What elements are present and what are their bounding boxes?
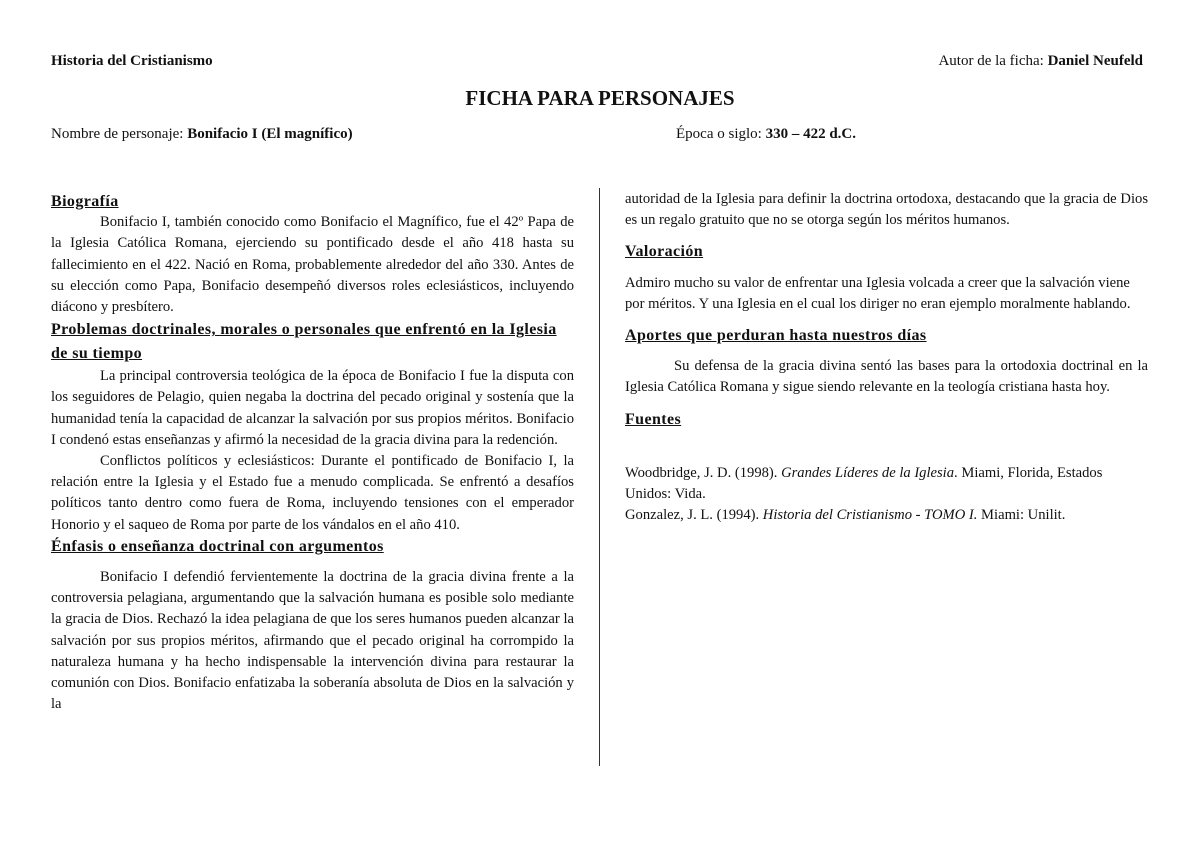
- biografia-text: Bonifacio I, también conocido como Bonifacio el Magnífico, fue el 42º Papa de la Iglesia Católica Romana, ejerciendo su pontificado desde el año 418 hasta su fallecimiento en el 422. Nació en Roma, probablemente alrededor del año 330. Antes de su elección como Papa, Bonifacio desempeñó diversos roles eclesiásticos, incluyendo diácono y presbítero.: [51, 214, 574, 316]
- problemas-paragraph-1: La principal controversia teológica de la época de Bonifacio I fue la disputa con los seguidores de Pelagio, quien negaba la doctrina del pecado original y sostenía que la humanidad tenía la capacidad de alcanzar la salvación por sus propios méritos. Bonifacio I condenó estas enseñanzas y afirmó la necesidad de la gracia divina para la redención.: [51, 368, 574, 448]
- right-column: [625, 189, 1148, 526]
- reference-item: [625, 505, 1148, 526]
- reference-author: Gonzalez, J. L. (1994).: [625, 507, 763, 524]
- author-line: [938, 53, 1143, 70]
- biografia-heading: Biografía: [51, 193, 119, 210]
- author-label: Autor de la ficha:: [938, 53, 1048, 69]
- author-name: Daniel Neufeld: [1047, 53, 1143, 69]
- reference-author: Woodbridge, J. D. (1998).: [625, 464, 782, 481]
- course-title: Historia del Cristianismo: [51, 53, 213, 69]
- problemas-paragraph-2: Conflictos políticos y eclesiásticos: Durante el pontificado de Bonifacio I, la relación entre la Iglesia y el Estado fue a menudo complicada. Se enfrentó a desafíos políticos tanto dentro como fuera de Roma, incluyendo tensiones con el emperador Honorio y el saqueo de Roma por parte de los vándalos en el año 410.: [51, 453, 574, 533]
- enfasis-heading: Énfasis o enseñanza doctrinal con argumentos: [51, 537, 384, 555]
- character-name-value: Bonifacio I (El magnífico): [187, 126, 353, 142]
- aportes-text: Su defensa de la gracia divina sentó las bases para la ortodoxia doctrinal en la Iglesia Católica Romana y sigue siendo relevante en la teología cristiana hasta hoy.: [625, 358, 1148, 396]
- era-line: [676, 126, 856, 143]
- reference-title: Historia del Cristianismo - TOMO I.: [762, 507, 978, 524]
- era-label: Época o siglo:: [676, 126, 766, 142]
- character-name-line: [51, 126, 353, 143]
- reference-publisher: Miami: Unilit.: [977, 507, 1066, 524]
- page-title: FICHA PARA PERSONAJES: [465, 86, 735, 110]
- left-column: [51, 191, 574, 715]
- character-name-label: Nombre de personaje:: [51, 126, 188, 142]
- reference-item: [625, 463, 1148, 505]
- reference-publisher: . Miami, Florida, Estados Unidos: Vida.: [625, 464, 1103, 503]
- valoracion-heading: Valoración: [625, 243, 704, 261]
- enfasis-text-right: autoridad de la Iglesia para definir la doctrina ortodoxa, destacando que la gracia de Dios es un regalo gratuito que no se otorga según los méritos humanos.: [625, 191, 1148, 229]
- reference-title: Grandes Líderes de la Iglesia: [781, 464, 955, 481]
- enfasis-text-left: Bonifacio I defendió fervientemente la doctrina de la gracia divina frente a la controversia pelagiana, argumentando que la salvación humana es posible solo mediante la gracia de Dios. Rechazó la idea pelagiana de que los seres humanos pueden alcanzar la salvación por sus propios méritos, afirmando que el pecado original ha corrompido la naturaleza humana y ha hecho indispensable la intervención divina para restaurar la comunión con Dios. Bonifacio enfatizaba la soberanía absoluta de Dios en la salvación y la: [51, 569, 574, 713]
- column-divider: [599, 188, 600, 766]
- aportes-heading: Aportes que perduran hasta nuestros días: [625, 327, 927, 345]
- era-value: 330 – 422 d.C.: [765, 126, 857, 142]
- fuentes-heading: Fuentes: [625, 410, 682, 428]
- valoracion-text: Admiro mucho su valor de enfrentar una Iglesia volcada a creer que la salvación viene por méritos. Y una Iglesia en el cual los diriger no eran ejemplo moralmente hablando.: [625, 274, 1131, 312]
- problemas-heading: Problemas doctrinales, morales o personales que enfrentó en la Iglesia de su tiempo: [51, 321, 557, 363]
